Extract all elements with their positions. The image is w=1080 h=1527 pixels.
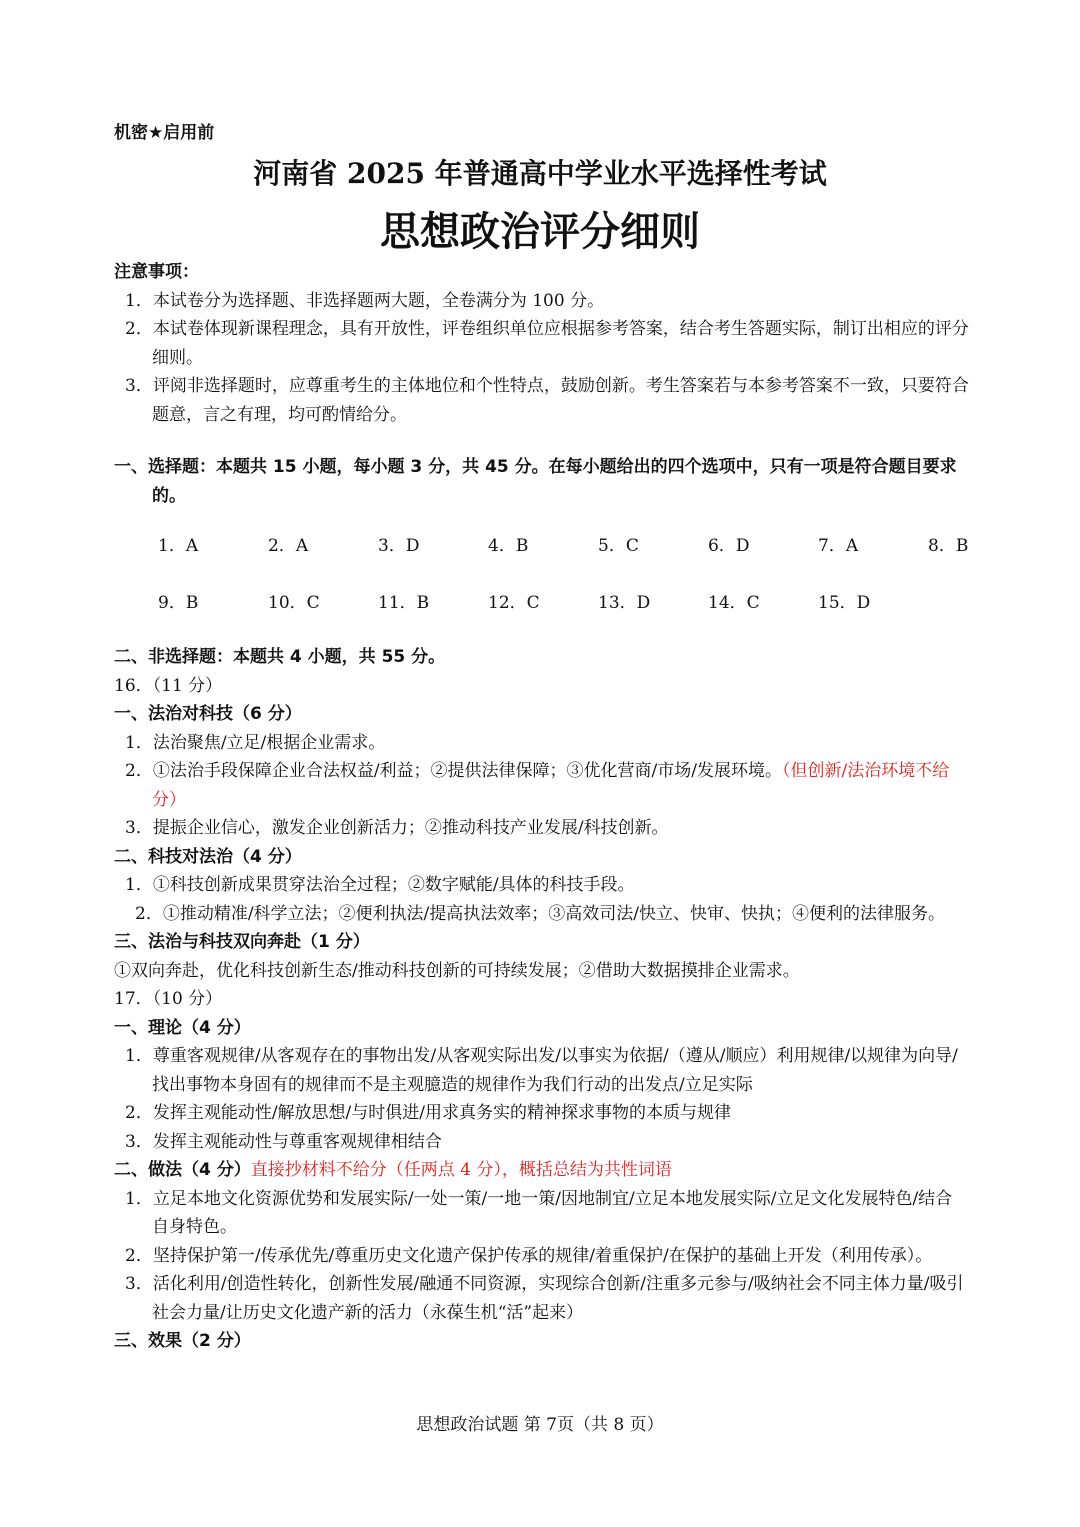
q16-part2-item-2: 2．①推动精准/科学立法；②便利执法/提高执法效率；③高效司法/快立、快审、快执；④便利的法律服务。 <box>135 903 945 924</box>
answer-8: 8．B <box>928 536 969 556</box>
q16-part1-item-2-text: 2．①法治手段保障企业合法权益/利益；②提供法律保障；③优化营商/市场/发展环境。 <box>125 761 782 781</box>
q16-part3-heading: 三、法治与科技双向奔赴（1 分） <box>114 932 370 952</box>
q16-part1-item-2 <box>114 757 969 814</box>
notes-heading: 注意事项： <box>114 262 199 282</box>
answer-key-grid <box>114 532 969 617</box>
page-footer: 思想政治试题 第 7页（共 8 页） <box>416 1415 664 1435</box>
q17-label: 17．（10 分） <box>114 989 223 1009</box>
note-item-3: 3．评阅非选择题时，应尊重考生的主体地位和个性特点，鼓励创新。考生答案若与本参考答案不一致，只要符合题意，言之有理，均可酌情给分。 <box>125 376 969 425</box>
answer-13: 13．D <box>598 592 651 613</box>
q17-part1-item-2: 2．发挥主观能动性/解放思想/与时俱进/用求真务实的精神探求事物的本质与规律 <box>125 1103 731 1123</box>
note-item-2: 2．本试卷体现新课程理念，具有开放性，评卷组织单位应根据参考答案，结合考生答题实际，制订出相应的评分细则。 <box>125 319 969 368</box>
q16-label: 16．（11 分） <box>114 675 223 696</box>
content <box>114 258 969 1356</box>
answer-7: 7．A <box>818 536 859 556</box>
q16-part1-heading: 一、法治对科技（6 分） <box>114 704 302 724</box>
q17-part2-heading: 二、做法（4 分） <box>114 1160 251 1180</box>
answer-15: 15．D <box>818 592 871 613</box>
answer-4: 4．B <box>488 536 529 556</box>
page-title: 思想政治评分细则 <box>380 209 700 255</box>
q17-part2-heading-line <box>114 1156 969 1185</box>
q17-part2-item-1: 1．立足本地文化资源优势和发展实际/一处一策/一地一策/因地制宜/立足本地发展实际/立足文化发展特色/结合自身特色。 <box>125 1188 953 1237</box>
q17-part1-item-1: 1．尊重客观规律/从客观存在的事物出发/从客观实际出发/以事实为依据/（遵从/顺应）利用规律/以规律为向导/找出事物本身固有的规律而不是主观臆造的规律作为我们行动的出发点/立足实际 <box>125 1046 958 1095</box>
confidential-label: 机密★启用前 <box>114 123 215 143</box>
q16-part1-item-1: 1．法治聚焦/立足/根据企业需求。 <box>125 732 386 753</box>
answer-14: 14．C <box>708 592 760 613</box>
section2-heading: 二、非选择题：本题共 4 小题，共 55 分。 <box>114 647 446 667</box>
q17-part3-heading: 三、效果（2 分） <box>114 1331 251 1351</box>
q16-part1-item-3: 3．提振企业信心，激发企业创新活力；②推动科技产业发展/科技创新。 <box>125 818 669 838</box>
exam-title: 河南省 2025 年普通高中学业水平选择性考试 <box>253 157 827 190</box>
q17-part1-item-3: 3．发挥主观能动性与尊重客观规律相结合 <box>125 1131 442 1152</box>
q17-part2-item-2: 2．坚持保护第一/传承优先/尊重历史文化遗产保护传承的规律/着重保护/在保护的基础上开发（利用传承）。 <box>125 1245 933 1266</box>
q16-part2-item-1: 1．①科技创新成果贯穿法治全过程；②数字赋能/具体的科技手段。 <box>125 875 635 895</box>
answer-9: 9．B <box>158 592 199 613</box>
q17-part2-note: 直接抄材料不给分（任两点 4 分），概括总结为共性词语 <box>250 1160 672 1180</box>
answer-3: 3．D <box>378 536 420 556</box>
answer-10: 10．C <box>268 592 320 613</box>
answer-11: 11．B <box>378 592 430 613</box>
q17-part1-heading: 一、理论（4 分） <box>114 1017 251 1038</box>
section1-heading: 一、选择题：本题共 15 小题，每小题 3 分，共 45 分。在每小题给出的四个选项中，只有一项是符合题目要求的。 <box>114 457 957 506</box>
answer-1: 1．A <box>158 536 199 556</box>
q16-part3-text: ①双向奔赴，优化科技创新生态/推动科技创新的可持续发展；②借助大数据摸排企业需求。 <box>114 960 800 981</box>
answer-2: 2．A <box>268 536 309 556</box>
q16-part2-heading: 二、科技对法治（4 分） <box>114 846 302 867</box>
answer-6: 6．D <box>708 536 750 556</box>
q17-part2-item-3: 3．活化利用/创造性转化，创新性发展/融通不同资源，实现综合创新/注重多元参与/吸纳社会不同主体力量/吸引社会力量/让历史文化遗产新的活力（永葆生机“活”起来） <box>125 1274 964 1323</box>
answer-12: 12．C <box>488 592 540 613</box>
q16-part1-item-2-note: （但创新/法治环境不给分） <box>152 761 950 810</box>
answer-5: 5．C <box>598 536 639 556</box>
note-item-1: 1．本试卷分为选择题、非选择题两大题，全卷满分为 100 分。 <box>125 290 605 311</box>
